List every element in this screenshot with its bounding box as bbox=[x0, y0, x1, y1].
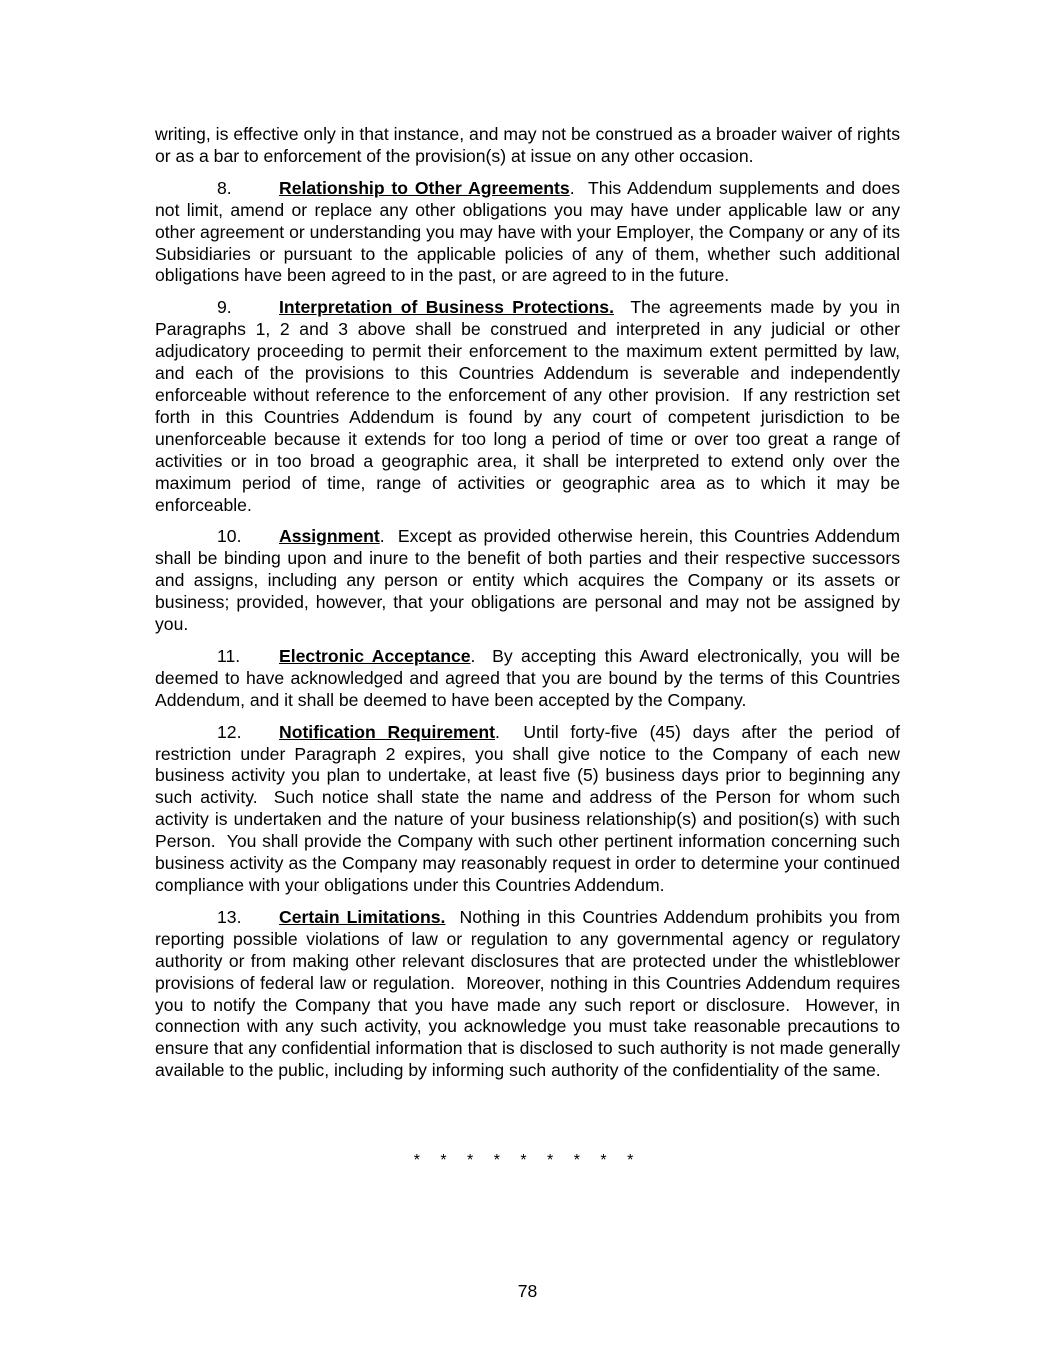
paragraph-text: Until forty-five (45) days after the period of restriction under Paragraph 2 expires, you shall give notice to the Company of each new business activity you plan to undertake, at least five (5) business days prior to beginning any such activity. Such notice shall state the name and address of the Person for whom such activity is undertaken and the nature of your business relationship(s) and position(s) with such Person. You shall provide the Company with such other pertinent information concerning such business activity as the Company may reasonably request in order to determine your continued compliance with your obligations under this Countries Addendum. bbox=[155, 721, 905, 895]
paragraph-heading: Relationship to Other Agreements bbox=[279, 177, 570, 198]
paragraph-number: 13. bbox=[217, 906, 242, 927]
section-separator: * * * * * * * * * bbox=[413, 1152, 642, 1169]
paragraph-text: This Addendum supplements and does not limit, amend or replace any other obligations you may have under applicable law or any other agreement or understanding you may have with your Employer, the Company or any of its Subsidiaries or pursuant to the applicable policies of any of them, whether such additional obligations have been agreed to in the past, or are agreed to in the future. bbox=[155, 177, 905, 286]
page-number: 78 bbox=[517, 1281, 538, 1301]
paragraph-number: 9. bbox=[217, 297, 232, 318]
heading-punctuation: . bbox=[379, 526, 385, 547]
paragraph-text: Nothing in this Countries Addendum prohibits you from reporting possible violations of law or regulation to any governmental agency or regulatory authority or from making other relevant disclosures that are protected under the whistleblower provisions of federal law or regulation. Moreover, nothing in this Countries Addendum requires you to notify the Company that you have made any such report or disclosure. However, in connection with any such activity, you acknowledge you must take reasonable precautions to ensure that any confidential information that is disclosed to such authority is not made generally available to the public, including by informing such authority of the confidentiality of the same. bbox=[155, 906, 905, 1081]
paragraph-heading: Assignment bbox=[279, 526, 380, 547]
paragraph-11 bbox=[155, 645, 905, 712]
paragraph-number: 10. bbox=[217, 526, 242, 547]
paragraph-number: 11. bbox=[217, 645, 241, 666]
paragraph-12 bbox=[155, 721, 905, 897]
paragraph-number: 12. bbox=[217, 721, 242, 742]
heading-punctuation: . bbox=[470, 645, 476, 666]
paragraph-number: 8. bbox=[217, 177, 232, 198]
paragraph-10 bbox=[155, 526, 905, 636]
document-body bbox=[155, 124, 905, 1092]
paragraph-text: Except as provided otherwise herein, this Countries Addendum shall be binding upon and inure to the benefit of both parties and their respective successors and assigns, including any person or entity which acquires the Company or its assets or business; provided, however, that your obligations are personal and may not be assigned by you. bbox=[155, 526, 905, 635]
continuation-paragraph: writing, is effective only in that instance, and may not be construed as a broader waiver of rights or as a bar to enforcement of the provision(s) at issue on any other occasion. bbox=[155, 124, 900, 166]
paragraph-text: The agreements made by you in Paragraphs 1, 2 and 3 above shall be construed and interpreted in any judicial or other adjudicatory proceeding to permit their enforcement to the maximum extent permitted by law, and each of the provisions to this Countries Addendum is severable and independently enforceable without reference to the enforcement of any other provision. If any restriction set forth in this Countries Addendum is found by any court of competent jurisdiction to be unenforceable because it extends for too long a period of time or over too great a range of activities or in too broad a geographic area, it shall be interpreted to extend only over the maximum period of time, range of activities or geographic area as to which it may be enforceable. bbox=[155, 297, 905, 515]
heading-punctuation: . bbox=[569, 177, 575, 198]
paragraph-text: By accepting this Award electronically, you will be deemed to have acknowledged and agreed that you are bound by the terms of this Countries Addendum, and it shall be deemed to have been accepted by the Company. bbox=[155, 645, 905, 710]
paragraph-heading: Notification Requirement bbox=[279, 721, 496, 742]
paragraph-heading: Electronic Acceptance bbox=[279, 645, 471, 666]
paragraph-9 bbox=[155, 297, 905, 516]
heading-punctuation: . bbox=[495, 721, 500, 742]
paragraph-13 bbox=[155, 906, 905, 1082]
paragraph-heading: Certain Limitations. bbox=[279, 906, 446, 927]
paragraph-8 bbox=[155, 177, 905, 288]
paragraph-heading: Interpretation of Business Protections. bbox=[279, 297, 614, 318]
